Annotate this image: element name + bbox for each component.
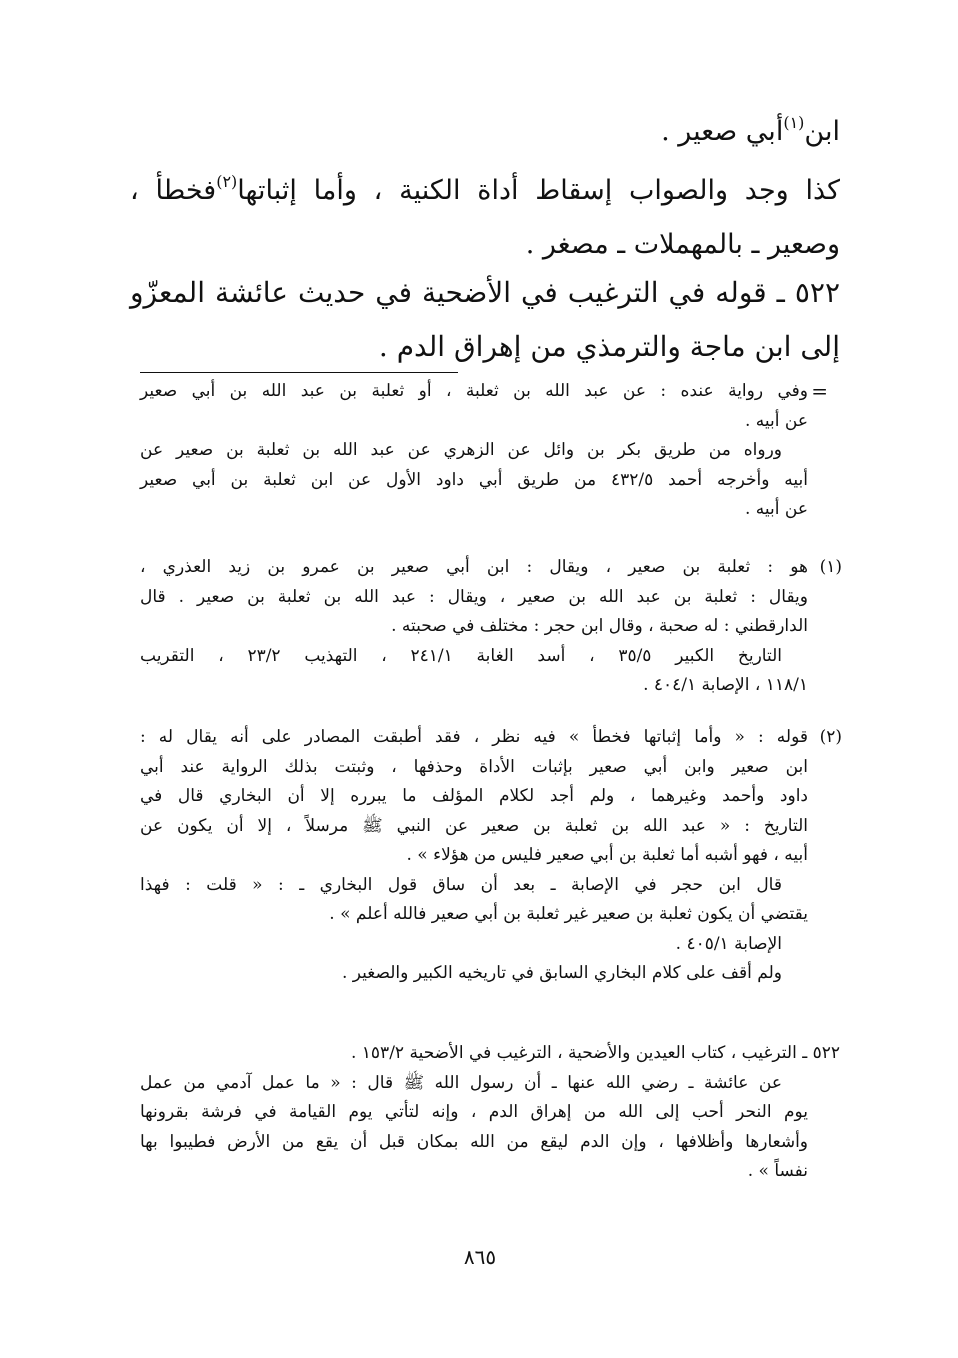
footnote-line: ويقال : ثعلبة بن عبد الله بن صعير ، ويقال : عبد الله بن ثعلبة بن صعير . قال [140,586,808,607]
footnote-line: أبيه وأخرجه أحمد ٤٣٢/٥ من طريق أبي داود الأول عن ابن ثعلبة بن أبي صعير [140,469,809,490]
footnote-1-marker: (١) [819,557,842,577]
main-para2-line-1 [130,155,840,218]
footnote-line: عن أبيه . [745,410,808,431]
footnote-line: التاريخ : « عبد الله بن ثعلبة بن صعير عن النبي ﷺ مرسلاً ، إلا أن يكون عن [140,815,808,836]
footnote-line: عن عائشة ـ رضي الله عنها ـ أن رسول الله ﷺ قال : « ما عمل آدمي من عمل [140,1072,782,1093]
footnote-ref-2: (٢) [216,172,238,191]
footnote-line: هو : ثعلبة بن صعير ، ويقال : ابن أبي صعير بن عمرو بن زيد العذري ، [140,557,808,577]
main-line-1-part-b: أبي صعير . [661,116,784,147]
footnote-522-source: ٥٢٢ ـ الترغيب ، كتاب العيدين والأضحية ، الترغيب في الأضحية ١٥٣/٢ . [350,1043,840,1063]
footnote-line: وأشعارها وأظلافها ، وإن الدم ليقع من الله بمكان قبل أن يقع من الأرض فطيبوا بها [140,1131,808,1152]
footnote-ref-1: (١) [783,113,805,132]
footnote-line: نفساً » . [747,1161,808,1181]
main-text [130,96,840,159]
footnote-line: أبيه ، فهو أشبه أما ثعلبة بن أبي صعير فليس من هؤلاء » . [406,845,808,865]
footnote-line: ولم أقف على كلام البخاري السابق في تاريخيه الكبير والصغير . [341,963,782,983]
main-line-1-part-a: ابن [804,116,840,147]
footnote-continuation-body [140,377,828,525]
footnote-line: يوم النحر أحب إلى الله من إهراق الدم ، وإنه لتأتي يوم القيامة في فرشة بقرونها [140,1102,808,1122]
footnote-2-body [140,723,842,989]
footnote-1-body [140,553,842,701]
footnote-line: ورواه من طريق بكر بن وائل عن الزهري عن عبد الله بن ثعلبة بن صعير عن [140,440,782,460]
main-paragraph-3 [130,266,840,374]
footnote-522 [140,1039,840,1187]
footnote-line: ١١٨/١ ، الإصابة ٤٠٤/١ . [643,675,808,695]
footnote-continuation [140,377,840,525]
footnote-line: عن أبيه . [745,499,808,519]
page-number: ٨٦٥ [463,1245,497,1269]
main-para2-line-2: وصعير ـ بالمهملات ـ مصغر . [525,229,840,260]
main-paragraph-2 [130,155,840,272]
footnote-line: وفي رواية عنده : عن عبد الله بن ثعلبة ، أو ثعلبة بن عبد الله بن أبي صعير [140,381,808,401]
footnote-line: ابن صعير وابن أبي صعير بإثبات الأداة وحذفها ، وثبتت بذلك الرواية عند أبي [140,756,808,777]
main-para2-line-1-part-a: كذا وجد والصواب إسقاط أداة الكنية ، وأما إثباتها [237,175,841,206]
footnote-line: قوله : « وأما إثباتها فخطأ » فيه نظر ، فقد أطبقت المصادر على أنه يقال له : [140,727,808,747]
footnote-separator [140,372,458,373]
footnote-1 [140,553,840,701]
footnote-line: التاريخ الكبير ٣٥/٥ ، أسد الغابة ٢٤١/١ ، التهذيب ٢٣/٢ ، التقريب [140,645,782,666]
footnote-2-marker: (٢) [819,727,842,747]
footnote-line: يقتضي أن يكون ثعلبة بن صعير غير ثعلبة بن أبي صعير فالله أعلم » . [329,904,808,924]
continuation-marker: = [811,379,828,403]
footnote-522-body [140,1069,808,1187]
footnote-2 [140,723,840,989]
main-para2-line-1-part-b: فخطأ ، [130,175,217,206]
main-para3-line-1: ٥٢٢ ـ قوله في الترغيب في الأضحية في حديث عائشة المعزّو [130,276,840,309]
footnote-line: قال ابن حجر في الإصابة ـ بعد أن ساق قول البخاري ـ : « قلت : فهذا [140,874,782,895]
footnote-line: الإصابة ٤٠٥/١ . [675,933,782,954]
main-para3-line-2: إلى ابن ماجة والترمذي من إهراق الدم . [378,330,840,363]
footnote-line: الدارقطني : له صحبة ، وقال ابن حجر : مختلف في صحبته . [391,616,808,636]
footnote-line: داود وأحمد وغيرهما ، ولم أجد لكلام المؤلف ما يبرره إلا أن البخاري قال في [140,786,808,806]
main-line-1 [130,96,840,159]
